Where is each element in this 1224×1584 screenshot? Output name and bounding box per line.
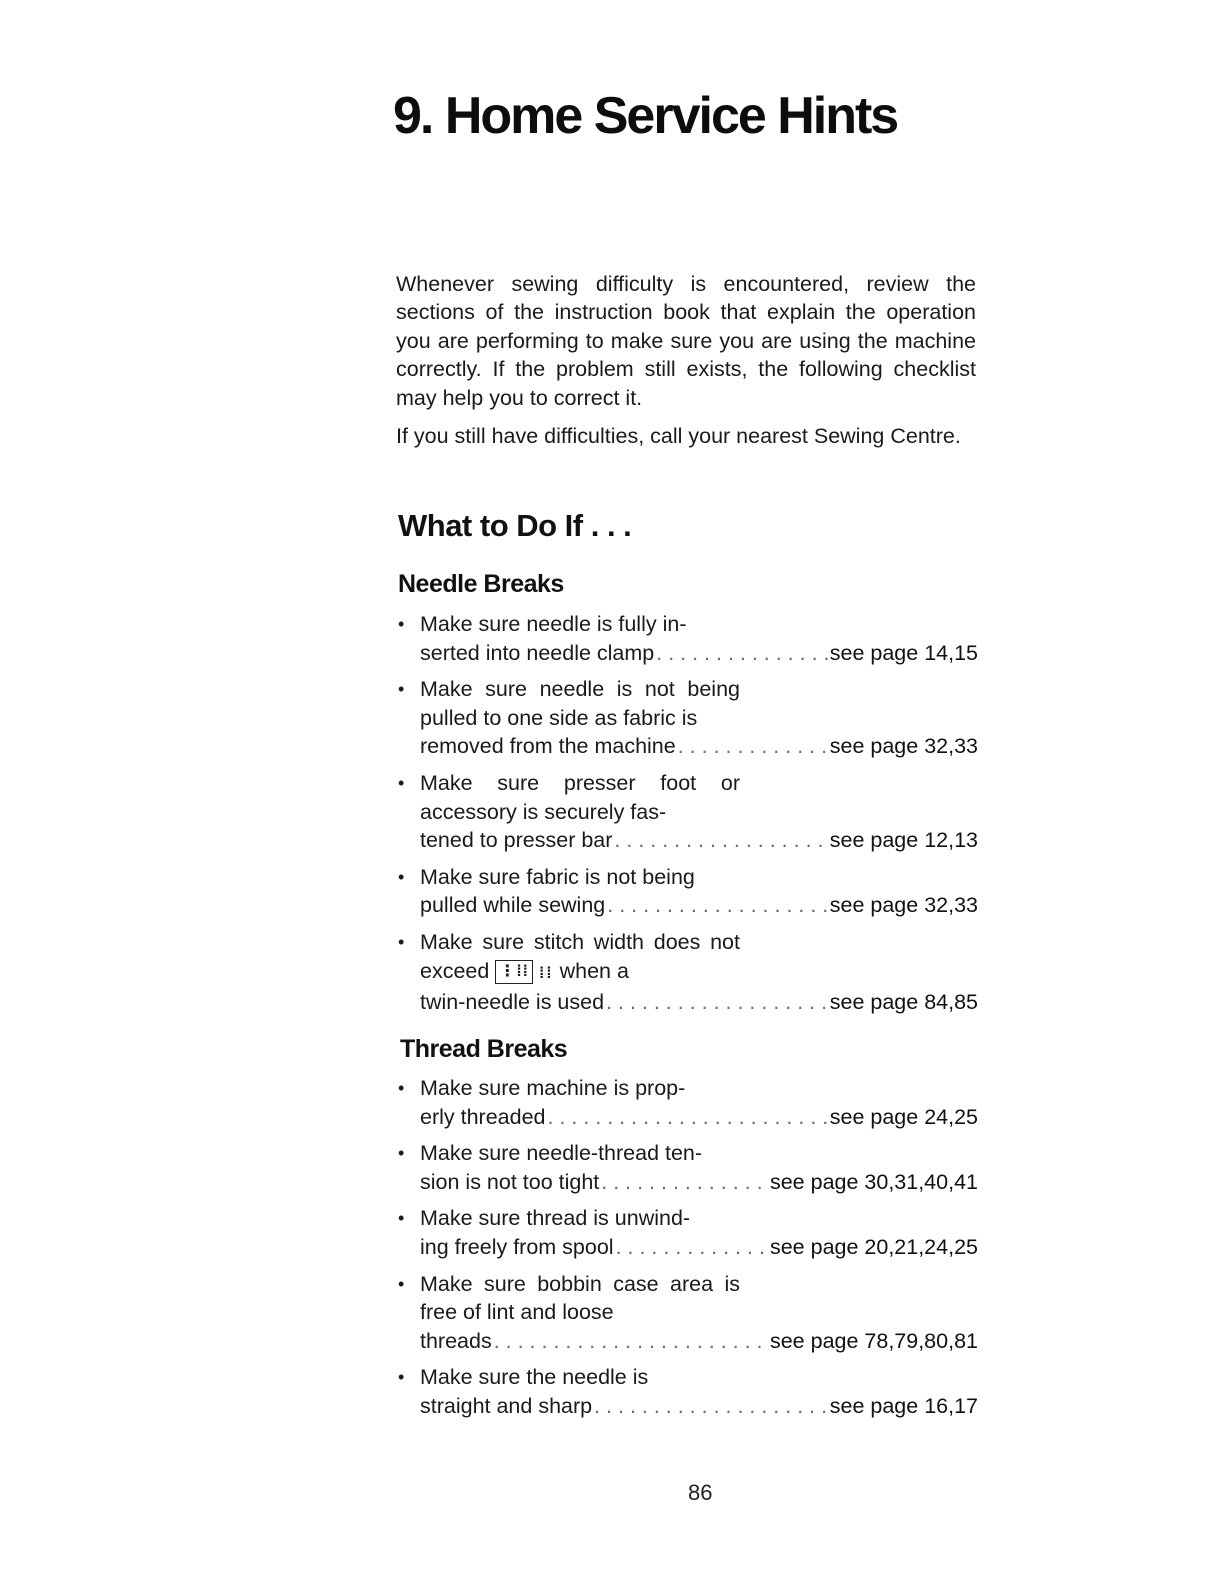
item-text-part: when a [559,958,629,983]
bullet-icon: • [398,1078,405,1098]
checklist-item [398,863,978,920]
needle-breaks-checklist [398,610,978,1025]
item-text: twin-needle is used [420,990,605,1015]
dot-leader [594,1392,828,1421]
dot-leader [601,1168,768,1197]
intro-text [396,270,976,460]
reference-line [420,1168,978,1197]
reference-line [420,1103,978,1132]
checklist-item [398,1270,978,1356]
page-number: 86 [688,1480,713,1505]
dot-leader [548,1103,828,1132]
checklist-item [398,769,978,855]
checklist-item [398,1363,978,1420]
dot-leader [614,826,827,855]
item-text: removed from the machine [420,734,676,759]
dot-leader [616,1233,768,1262]
page-title: 9. Home Service Hints [393,87,898,145]
checklist-item [398,610,978,667]
section-title: What to Do If . . . [398,508,632,543]
bullet-icon: • [398,1273,405,1294]
item-text: serted into needle clamp [420,640,655,665]
item-text: straight and sharp [420,1393,593,1418]
page-reference: see page 32,33 [829,893,978,918]
dot-leader [656,639,827,668]
item-text: Make sure needle-thread ten- [420,1141,703,1166]
reference-line [420,826,978,855]
needle-breaks-title: Needle Breaks [398,570,564,598]
item-text: Make sure fabric is not being [420,864,695,889]
reference-line [420,1327,978,1356]
page-reference: see page 20,21,24,25 [769,1234,978,1259]
item-text: pulled while sewing [420,893,606,918]
page-reference: see page 24,25 [829,1104,978,1129]
page-reference: see page 84,85 [829,990,978,1015]
checklist-item [398,1074,978,1131]
reference-line [420,732,978,761]
item-text-part: Make sure stitch width does not exceed [420,929,740,983]
item-text: erly threaded [420,1104,546,1129]
stitch-width-icon: ⋮⁞⁞ [495,960,533,984]
dot-leader [607,891,828,920]
thread-breaks-title: Thread Breaks [400,1035,568,1063]
checklist-item [398,675,978,761]
bullet-icon: • [398,866,405,887]
reference-line [420,1392,978,1421]
reference-line [420,639,978,668]
reference-line [420,1233,978,1262]
checklist-item [398,1139,978,1196]
intro-paragraph: Whenever sewing difficulty is encountered, review the sections of the instruction book that explain the operation you are performing to make sure you are using the machine correctly. If the problem still exists, the following checklist may help you to correct it. [396,272,976,410]
checklist-item [398,928,978,1017]
stitch-pattern-icon: ⁞⁞ [538,964,554,982]
item-text [420,928,740,988]
thread-breaks-checklist [398,1074,978,1429]
reference-line [420,891,978,920]
item-text: Make sure thread is unwind- [420,1206,691,1231]
page-reference: see page 78,79,80,81 [769,1328,978,1353]
intro-paragraph: If you still have difficulties, call your nearest Sewing Centre. [396,424,961,449]
bullet-icon: • [398,1367,405,1388]
bullet-icon: • [398,679,405,700]
item-text: Make sure the needle is [420,1365,649,1390]
bullet-icon: • [398,1208,405,1229]
dot-leader [606,988,828,1017]
bullet-icon: • [398,931,405,952]
reference-line [420,988,978,1017]
item-text: Make sure presser foot or accessory is securely fas- [420,770,740,824]
bullet-icon: • [398,1143,405,1164]
item-text: tened to presser bar [420,828,613,853]
bullet-icon: • [398,614,405,634]
page-reference: see page 32,33 [829,734,978,759]
page-reference: see page 16,17 [829,1393,978,1418]
checklist-item [398,1204,978,1261]
dot-leader [494,1327,768,1356]
item-text: Make sure needle is not being pulled to one side as fabric is [420,677,740,730]
item-text: Make sure bobbin case area is free of lint and loose [420,1271,740,1325]
page-reference: see page 12,13 [829,828,978,853]
item-text: threads [420,1328,492,1353]
page-reference: see page 30,31,40,41 [769,1169,978,1194]
item-text: ing freely from spool [420,1234,614,1259]
bullet-icon: • [398,772,405,793]
item-text: sion is not too tight [420,1169,600,1194]
page-reference: see page 14,15 [829,640,978,665]
item-text: Make sure machine is prop- [420,1076,686,1100]
item-text: Make sure needle is fully in- [420,612,687,636]
dot-leader [678,732,828,761]
